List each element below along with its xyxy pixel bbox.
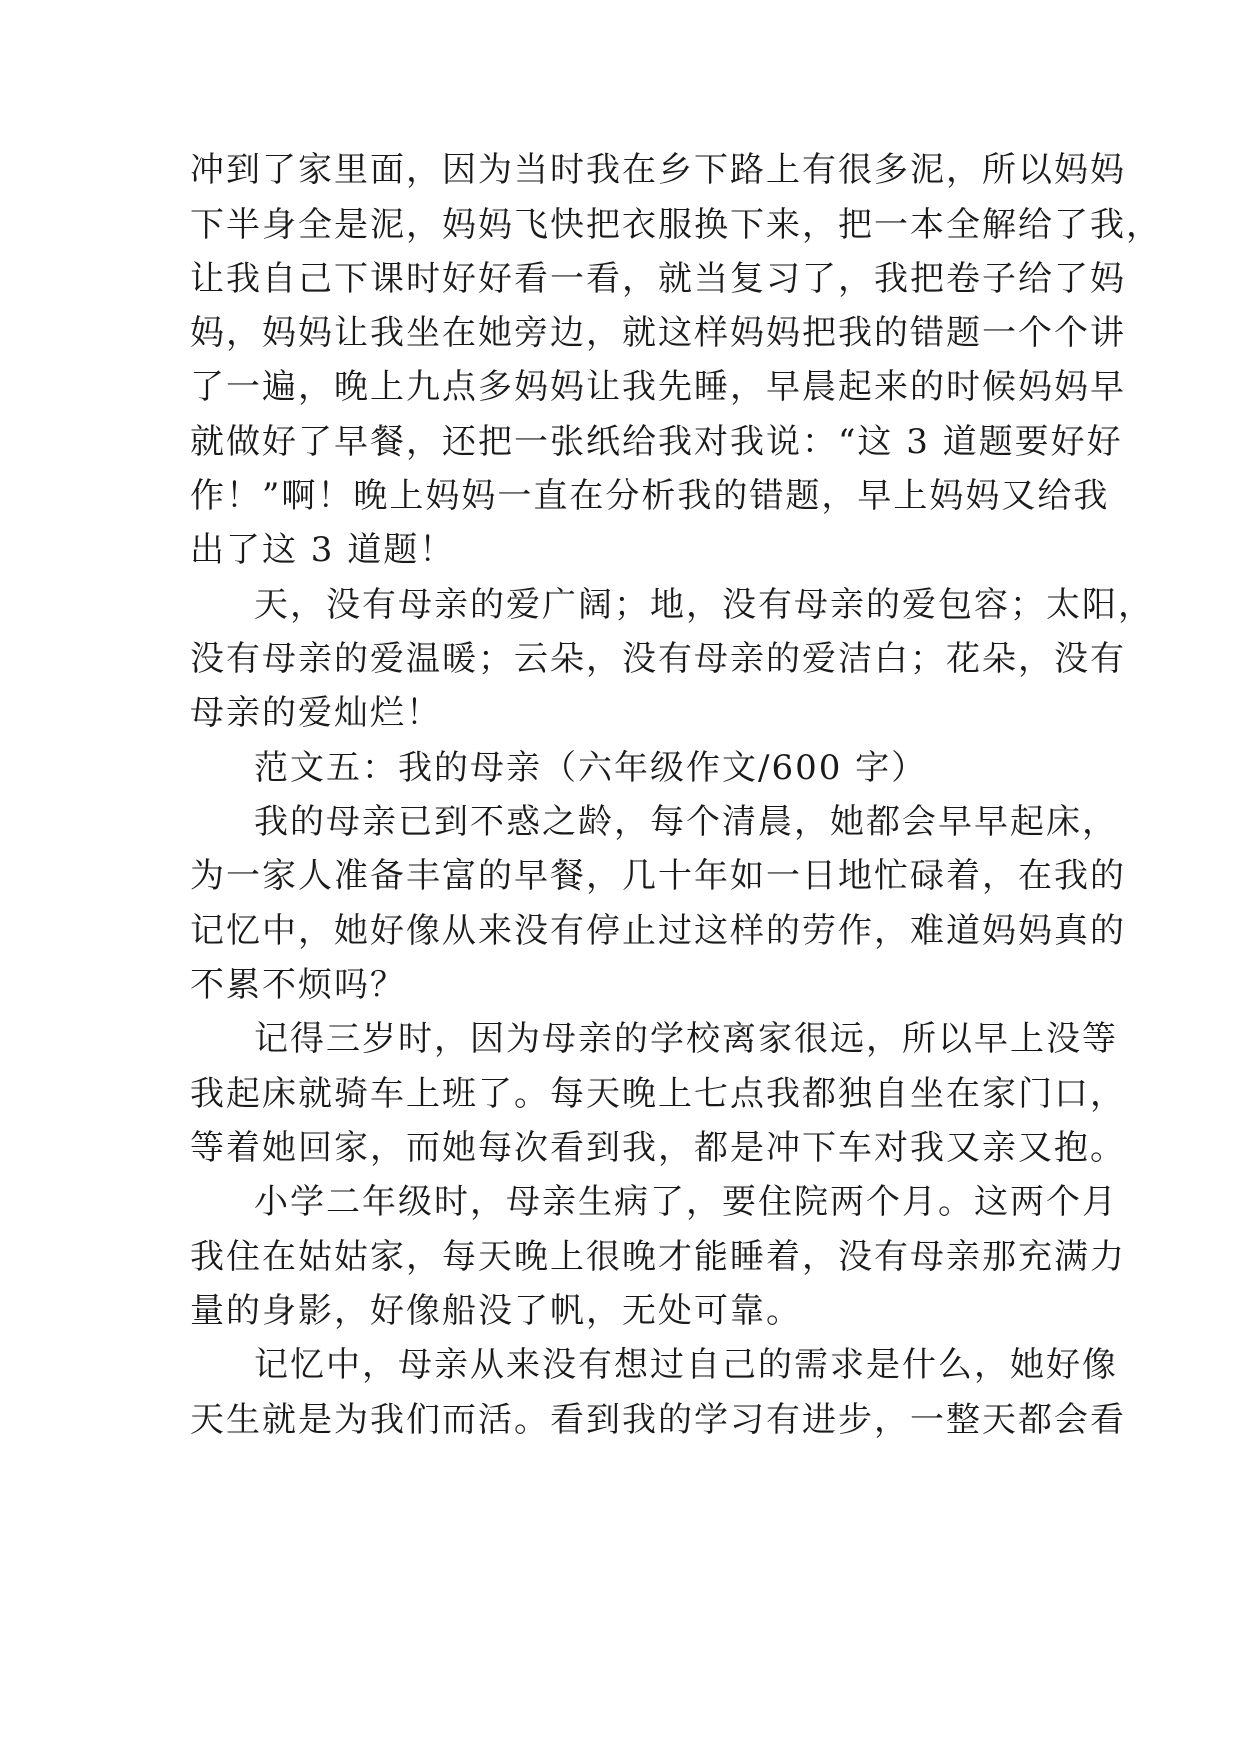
paragraph-first-line: 天，没有母亲的爱广阔；地，没有母亲的爱包容；太阳， [254, 585, 1154, 625]
text-line: 冲到了家里面，因为当时我在乡下路上有很多泥，所以妈妈 [190, 150, 1126, 190]
text-line: 了一遍，晚上九点多妈妈让我先睡，早晨起来的时候妈妈早 [190, 367, 1126, 407]
text-line: 我住在姑姑家，每天晚上很晚才能睡着，没有母亲那充满力 [190, 1237, 1126, 1277]
text-line: 让我自己下课时好好看一看，就当复习了，我把卷子给了妈 [190, 259, 1126, 299]
text-line: 作！”啊！晚上妈妈一直在分析我的错题，早上妈妈又给我 [190, 476, 1110, 516]
text-line: 等着她回家，而她每次看到我，都是冲下车对我又亲又抱。 [190, 1128, 1126, 1168]
text-line: 我起床就骑车上班了。每天晚上七点我都独自坐在家门口， [190, 1074, 1126, 1114]
text-line: 不累不烦吗？ [190, 965, 406, 1005]
text-line: 妈，妈妈让我坐在她旁边，就这样妈妈把我的错题一个个讲 [190, 313, 1126, 353]
paragraph-first-line: 小学二年级时，母亲生病了，要住院两个月。这两个月 [254, 1182, 1118, 1222]
text-line: 记忆中，她好像从来没有停止过这样的劳作，难道妈妈真的 [190, 911, 1126, 951]
text-line: 母亲的爱灿烂！ [190, 693, 442, 733]
paragraph-first-line: 我的母亲已到不惑之龄，每个清晨，她都会早早起床， [254, 802, 1118, 842]
text-line: 出了这 3 道题！ [190, 530, 456, 570]
text-line: 就做好了早餐，还把一张纸给我对我说：“这 3 道题要好好 [190, 422, 1123, 462]
text-line: 下半身全是泥，妈妈飞快把衣服换下来，把一本全解给了我， [190, 205, 1162, 245]
text-line: 为一家人准备丰富的早餐，几十年如一日地忙碌着，在我的 [190, 856, 1126, 896]
paragraph-first-line: 记忆中，母亲从来没有想过自己的需求是什么，她好像 [254, 1345, 1118, 1385]
paragraph-first-line: 记得三岁时，因为母亲的学校离家很远，所以早上没等 [254, 1019, 1118, 1059]
text-line: 天生就是为我们而活。看到我的学习有进步，一整天都会看 [190, 1400, 1126, 1440]
section-heading: 范文五：我的母亲（六年级作文/600 字） [254, 748, 928, 788]
text-line: 没有母亲的爱温暖；云朵，没有母亲的爱洁白；花朵，没有 [190, 639, 1126, 679]
text-line: 量的身影，好像船没了帆，无处可靠。 [190, 1291, 802, 1331]
